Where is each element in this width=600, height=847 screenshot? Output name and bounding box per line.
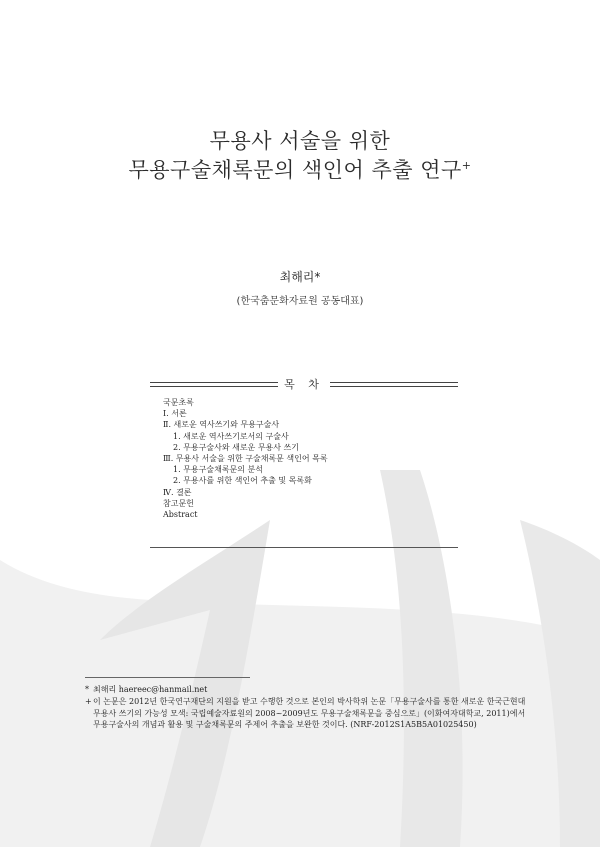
toc-header-rule-left <box>150 382 278 387</box>
toc-header-rule-right <box>330 382 458 387</box>
author-affiliation: (한국춤문화자료원 공동대표) <box>236 296 364 307</box>
paper-title-line-2 <box>0 154 600 184</box>
toc-item: 참고문헌 <box>163 498 194 508</box>
toc-item: Ⅲ. 무용사 서술을 위한 구술채록문 색인어 목록 <box>163 454 328 464</box>
toc-item: Ⅳ. 결론 <box>163 487 192 497</box>
paper-title-line-2-text: 무용구술채록문의 색인어 추출 연구 <box>128 158 462 182</box>
footnote-mark: * <box>85 685 89 694</box>
toc-subitem: 2. 무용사를 위한 색인어 추출 및 목록화 <box>173 476 312 486</box>
footnote-text: 최해리 haereec@hanmail.net <box>93 685 208 694</box>
toc-item: 국문초록 <box>163 398 194 407</box>
toc-subitem: 1. 무용구술채록문의 분석 <box>173 465 263 475</box>
title-footnote-mark: + <box>461 159 472 172</box>
toc-item: Ⅱ. 새로운 역사쓰기와 무용구술사 <box>163 420 280 430</box>
footnote-author <box>85 684 530 696</box>
toc-heading: 목 차 <box>284 378 324 391</box>
footnote-separator <box>85 677 250 678</box>
footnote-funding <box>85 696 530 731</box>
toc-bottom-rule <box>150 547 458 548</box>
author-name: 최해리* <box>279 270 321 284</box>
footnote-mark: + <box>85 697 92 706</box>
toc-item: Abstract <box>163 510 198 520</box>
table-of-contents <box>163 397 463 520</box>
paper-title-line-1: 무용사 서술을 위한 <box>209 129 391 153</box>
toc-item: Ⅰ. 서론 <box>163 409 187 419</box>
toc-subitem: 2. 무용구술사와 새로운 무용사 쓰기 <box>173 442 299 452</box>
toc-header <box>150 377 458 391</box>
footnote-text: 이 논문은 2012년 한국연구재단의 지원을 받고 수행한 것으로 본인의 박사학위 논문「무용구술사를 통한 새로운 한국근현대무용사 쓰기의 가능성 모색: 국립예술자료원의 2008~2009년도 무용구술채록문을 중심으로」(이화여자대학교, 2011)에서 무용구술사의 개념과 활용 및 구술채록문의 주제어 추출을 보완한 것이다. (NRF-2012S1A5B5A01025450) <box>93 697 526 729</box>
toc-subitem: 1. 새로운 역사쓰기로서의 구술사 <box>173 431 289 441</box>
